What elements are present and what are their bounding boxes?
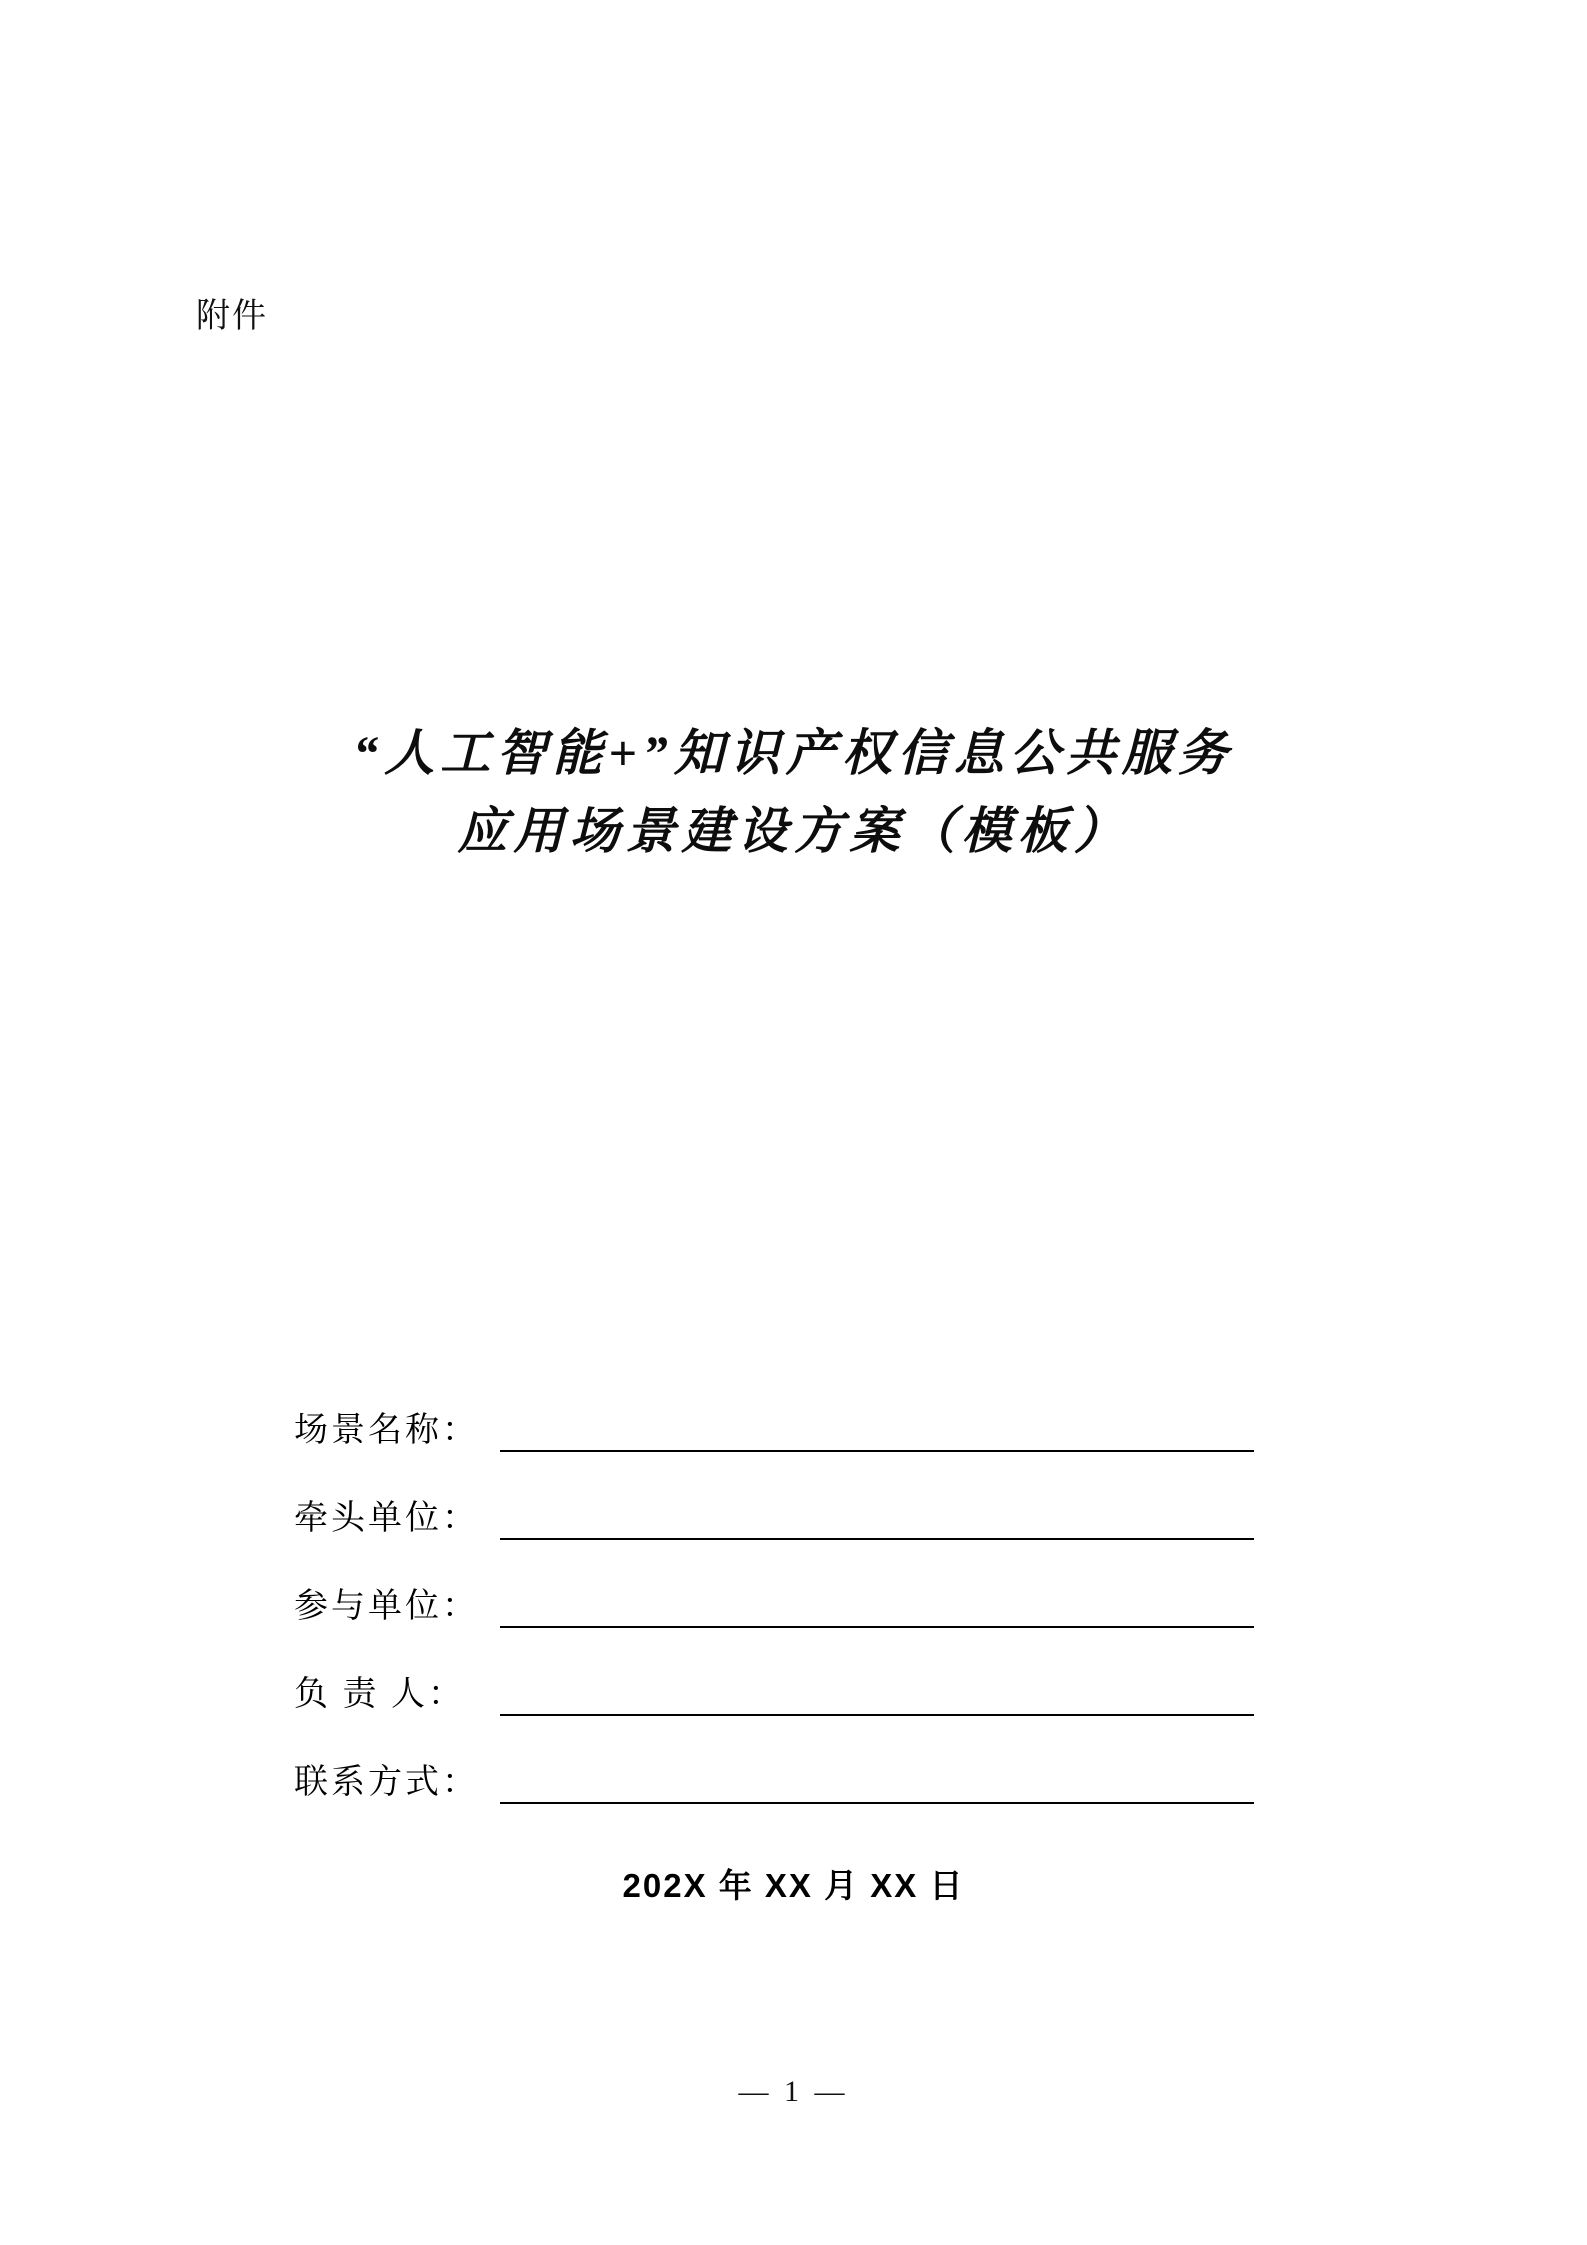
field-label-lead-unit: 牵头单位：: [294, 1500, 479, 1538]
date-line: 202X 年 XX 月 XX 日: [622, 1867, 965, 1904]
field-row: [294, 1664, 1254, 1716]
field-input-scene-name[interactable]: [500, 1416, 1254, 1452]
page-title-line-2: 应用场景建设方案（模板）: [457, 802, 1130, 859]
field-row: [294, 1488, 1254, 1540]
field-label-participating-unit: 参与单位：: [294, 1588, 479, 1626]
page-title: [0, 715, 1587, 870]
field-label-responsible-person: 负 责 人：: [294, 1676, 465, 1714]
field-input-lead-unit[interactable]: [500, 1504, 1254, 1540]
form-fields: [294, 1400, 1254, 1840]
field-row: [294, 1400, 1254, 1452]
page-title-line-1: “人工智能+”知识产权信息公共服务: [353, 725, 1234, 781]
field-input-responsible-person[interactable]: [500, 1680, 1254, 1716]
field-row: [294, 1576, 1254, 1628]
field-label-contact: 联系方式：: [294, 1764, 479, 1802]
field-row: [294, 1752, 1254, 1804]
attachment-label: 附件: [196, 297, 268, 335]
field-label-scene-name: 场景名称：: [294, 1412, 479, 1450]
page-number: — 1 —: [738, 2075, 849, 2108]
field-input-contact[interactable]: [500, 1768, 1254, 1804]
field-input-participating-unit[interactable]: [500, 1592, 1254, 1628]
